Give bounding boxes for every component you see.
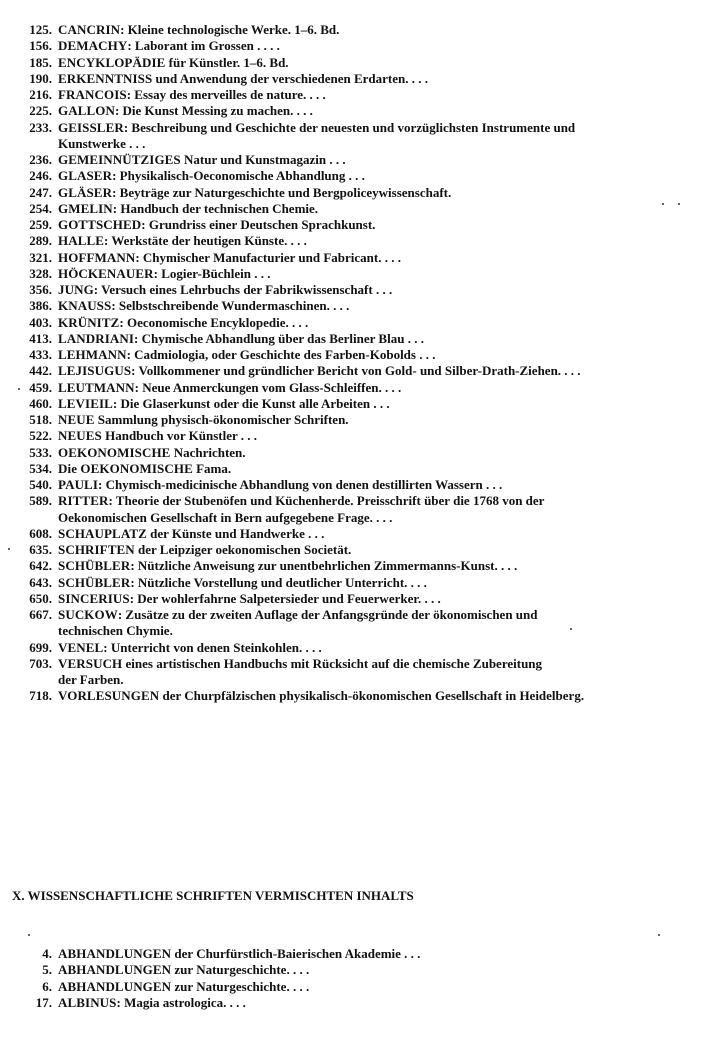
entry-title: Fama. — [192, 460, 232, 476]
entry-title: : Laborant im Grossen . . . . — [127, 38, 280, 54]
entry-text — [58, 201, 318, 217]
entry-author: GLÄSER — [58, 184, 113, 200]
scan-speck — [662, 203, 664, 205]
entry-author: LEJISUGUS — [58, 363, 132, 379]
entry-title: : Der wohlerfahrne Salpetersieder und Feuerwerker. . . . — [129, 590, 441, 606]
entry-text — [58, 233, 307, 249]
entry-title: : Versuch eines Lehrbuchs der Fabrikwissenschaft . . . — [93, 282, 393, 297]
entry-author: RITTER — [58, 493, 109, 509]
entry-title: Natur und Kunstmagazin . . . — [180, 152, 346, 167]
entry-title: : Selbstschreibende Wundermaschinen. . . . — [111, 298, 350, 314]
entry-text — [58, 946, 420, 962]
entry-number: 635. — [29, 542, 52, 557]
entry-text — [58, 87, 326, 103]
entry-number: 608. — [29, 525, 52, 541]
entry-title-continued: Oekonomischen Gesellschaft in Bern aufgegebene Frage. . . . — [58, 509, 393, 525]
entry-number: 247. — [29, 184, 52, 200]
entry-author: NEUE — [58, 412, 95, 427]
entry-text — [58, 461, 231, 477]
scan-speck — [18, 388, 20, 390]
entry-text — [58, 168, 365, 184]
entry-text — [58, 493, 544, 509]
entry-number: 185. — [29, 54, 52, 70]
entry-text — [58, 477, 502, 493]
entry-number: 321. — [29, 249, 52, 265]
entry-text — [58, 282, 392, 298]
entry-author: ENCYKLOPÄDIE — [58, 54, 166, 70]
scan-speck — [8, 548, 10, 550]
entry-text — [58, 558, 517, 574]
entry-author: HOFFMANN — [58, 249, 136, 265]
entry-number: 5. — [42, 962, 52, 978]
entry-author: ABHANDLUNGEN — [58, 962, 172, 978]
entry-number: 433. — [29, 347, 52, 362]
entry-text — [58, 266, 271, 282]
entry-number: 246. — [29, 168, 52, 184]
entry-number: 703. — [29, 655, 52, 671]
entry-title: : Nützliche Anweisung zur unentbehrlichen Zimmermanns-Kunst. . . . — [130, 558, 518, 574]
entry-number: 459. — [29, 379, 52, 395]
entry-title: : Oeconomische Encyklopedie. . . . — [119, 314, 309, 330]
entry-number: 4. — [42, 946, 52, 961]
entry-author: SCHÜBLER — [58, 558, 131, 574]
entry-text — [58, 640, 322, 656]
entry-title: : Die Kunst Messing zu machen. . . . — [114, 103, 313, 119]
entry-text — [58, 445, 246, 461]
entry-text — [58, 688, 584, 704]
entry-title: : Beyträge zur Naturgeschichte und Bergpoliceywissenschaft. — [112, 184, 452, 200]
entry-text — [58, 38, 280, 54]
entry-number: 289. — [29, 233, 52, 249]
entry-text — [58, 331, 424, 347]
entry-author: GEMEINNÜTZIGES — [58, 152, 181, 167]
entry-author: LEVIEIL — [58, 395, 113, 411]
entry-author: KRÜNITZ — [58, 314, 120, 330]
entry-title: Nachrichten. — [170, 444, 246, 460]
entry-title: der Churfürstlich-Baierischen Akademie . . . — [171, 946, 421, 961]
entry-author: GMELIN — [58, 200, 113, 216]
entry-title: : Magia astrologica. . . . — [116, 994, 246, 1010]
entry-title-continued: Kunstwerke . . . — [58, 135, 146, 151]
scan-speck — [570, 628, 572, 630]
entry-number: 190. — [29, 70, 52, 86]
entry-title: : Chymischer Manufacturier und Fabricant. . . . — [135, 249, 401, 265]
entry-number: 236. — [29, 152, 52, 167]
entry-number: 328. — [29, 265, 52, 281]
entry-title: eines artistischen Handbuchs mit Rücksicht auf die chemische Zubereitung — [122, 655, 543, 671]
entry-text — [58, 315, 308, 331]
entry-title: der Churpfälzischen physikalisch-ökonomischen Gesellschaft in Heidelberg. — [159, 688, 585, 704]
entry-title: und Anwendung der verschiedenen Erdarten. . . . — [152, 70, 428, 86]
entry-author: GOTTSCHED — [58, 217, 142, 232]
entry-number: 6. — [42, 978, 52, 994]
entry-title: : Chymische Abhandlung über das Berliner Blau . . . — [134, 330, 424, 346]
scan-speck — [678, 203, 680, 205]
entry-text — [58, 412, 349, 428]
entry-number: 225. — [29, 103, 52, 119]
entry-title: : Cadmiologia, oder Geschichte des Farben-Kobolds . . . — [126, 347, 436, 362]
entry-title: : Die Glaserkunst oder die Kunst alle Arbeiten . . . — [112, 395, 390, 411]
entry-text — [58, 979, 309, 995]
entry-number: 642. — [29, 558, 52, 574]
entry-text — [58, 575, 427, 591]
entry-text — [58, 995, 246, 1011]
entry-author: Die OEKONOMISCHE — [58, 460, 193, 476]
entry-title: : Nützliche Vorstellung und deutlicher Unterricht. . . . — [130, 574, 427, 590]
entry-text — [58, 656, 542, 672]
entry-number: 533. — [29, 444, 52, 460]
entry-text — [58, 250, 401, 266]
entry-author: ABHANDLUNGEN — [58, 946, 172, 961]
entry-number: 233. — [29, 119, 52, 135]
entry-text — [58, 185, 451, 201]
entry-author: VORLESUNGEN — [58, 688, 160, 704]
entry-number: 667. — [29, 607, 52, 622]
section-heading: X. WISSENSCHAFTLICHE SCHRIFTEN VERMISCHTEN INHALTS — [12, 888, 414, 903]
entry-title: : Unterricht von denen Steinkohlen. . . . — [103, 639, 322, 655]
entry-author: VERSUCH — [58, 655, 123, 671]
entry-author: ABHANDLUNGEN — [58, 978, 172, 994]
entry-author: OEKONOMISCHE — [58, 444, 171, 460]
entry-text — [58, 962, 309, 978]
entry-text — [58, 396, 390, 412]
entry-text — [58, 347, 435, 363]
entry-author: SCHÜBLER — [58, 574, 131, 590]
entry-title: : Theorie der Stubenöfen und Küchenherde. Preisschrift über die 1768 von der — [108, 493, 545, 509]
entry-text — [58, 607, 538, 623]
entry-number: 442. — [29, 363, 52, 379]
entry-author: SCHAUPLATZ — [58, 525, 147, 541]
entry-number: 259. — [29, 217, 52, 232]
entry-title: : Grundriss einer Deutschen Sprachkunst. — [141, 217, 376, 232]
entry-text — [58, 363, 581, 379]
entry-text — [58, 428, 257, 444]
entry-text — [58, 298, 349, 314]
entry-number: 699. — [29, 639, 52, 655]
entry-title: : Neue Anmerckungen vom Glass-Schleiffen. . . . — [134, 379, 402, 395]
entry-title: für Künstler. 1–6. Bd. — [165, 54, 289, 70]
entry-title: : Zusätze zu der zweiten Auflage der Anfangsgründe der ökonomischen und — [117, 607, 538, 622]
entry-title: zur Naturgeschichte. . . . — [171, 962, 310, 978]
entry-number: 643. — [29, 574, 52, 590]
entry-text — [58, 103, 313, 119]
entry-author: ERKENNTNISS — [58, 70, 153, 86]
entry-author: LEHMANN — [58, 347, 127, 362]
entry-title: : Essay des merveilles de nature. . . . — [126, 87, 326, 102]
entry-number: 386. — [29, 298, 52, 314]
entry-title: : Beschreibung und Geschichte der neuesten und vorzüglichsten Instrumente und — [123, 119, 576, 135]
entry-number: 534. — [29, 460, 52, 476]
entry-title: Handbuch vor Künstler . . . — [101, 428, 258, 444]
entry-author: HÖCKENAUER — [58, 265, 154, 281]
entry-author: LEUTMANN — [58, 379, 135, 395]
entry-author: NEUES — [58, 428, 102, 444]
entry-text — [58, 526, 324, 542]
entry-author: ALBINUS — [58, 994, 117, 1010]
entry-text — [58, 542, 351, 558]
entry-title: : Vollkommener und gründlicher Bericht von Gold- und Silber-Drath-Ziehen. . . . — [131, 363, 581, 379]
entry-author: SCHRIFTEN — [58, 542, 135, 557]
entry-text — [58, 120, 575, 136]
entry-author: SINCERIUS — [58, 590, 130, 606]
entry-text — [58, 591, 441, 607]
entry-author: KNAUSS — [58, 298, 112, 314]
entry-text — [58, 217, 375, 233]
entry-title: : Physikalisch-Oeconomische Abhandlung . . . — [112, 168, 365, 184]
entry-author: GEISSLER — [58, 119, 124, 135]
entry-number: 125. — [29, 22, 52, 37]
entry-author: LANDRIANI — [58, 330, 135, 346]
entry-text — [58, 71, 428, 87]
entry-number: 460. — [29, 395, 52, 411]
entry-author: GALLON — [58, 103, 115, 119]
entry-text — [58, 22, 339, 38]
entry-author: DEMACHY — [58, 38, 128, 54]
entry-author: SUCKOW — [58, 607, 118, 622]
entry-author: JUNG — [58, 282, 94, 297]
entry-number: 522. — [29, 428, 52, 444]
entry-number: 518. — [29, 412, 52, 427]
entry-title: Sammlung physisch-ökonomischer Schriften. — [94, 412, 349, 427]
entry-number: 718. — [29, 688, 52, 704]
scan-speck — [28, 934, 30, 936]
entry-number: 356. — [29, 282, 52, 297]
entry-text — [58, 380, 401, 396]
entry-number: 156. — [29, 38, 52, 54]
entry-author: CANCRIN — [58, 22, 121, 37]
entry-title: : Werkstäte der heutigen Künste. . . . — [104, 233, 307, 249]
entry-title: : Logier-Büchlein . . . — [153, 265, 271, 281]
entry-number: 650. — [29, 590, 52, 606]
entry-number: 413. — [29, 330, 52, 346]
entry-number: 540. — [29, 477, 52, 492]
entry-author: GLASER — [58, 168, 113, 184]
entry-title: der Leipziger oekonomischen Societät. — [134, 542, 352, 557]
entry-number: 589. — [29, 493, 52, 509]
entry-title-continued: technischen Chymie. — [58, 623, 173, 639]
entry-number: 403. — [29, 314, 52, 330]
entry-number: 254. — [29, 200, 52, 216]
entry-text — [58, 152, 346, 168]
entry-title: : Chymisch-medicinische Abhandlung von denen destillirten Wassern . . . — [97, 477, 503, 492]
entry-title: der Künste und Handwerke . . . — [146, 525, 325, 541]
entry-number: 216. — [29, 87, 52, 102]
entry-number: 17. — [35, 994, 52, 1010]
entry-title: : Kleine technologische Werke. 1–6. Bd. — [120, 22, 340, 37]
scan-speck — [658, 934, 660, 936]
entry-title-continued: der Farben. — [58, 672, 124, 687]
entry-author: HALLE — [58, 233, 105, 249]
entry-text — [58, 55, 289, 71]
entry-author: PAULI — [58, 477, 98, 492]
entry-author: FRANCOIS — [58, 87, 127, 102]
entry-title: zur Naturgeschichte. . . . — [171, 978, 310, 994]
entry-title: : Handbuch der technischen Chemie. — [112, 200, 319, 216]
entry-author: VENEL — [58, 639, 104, 655]
